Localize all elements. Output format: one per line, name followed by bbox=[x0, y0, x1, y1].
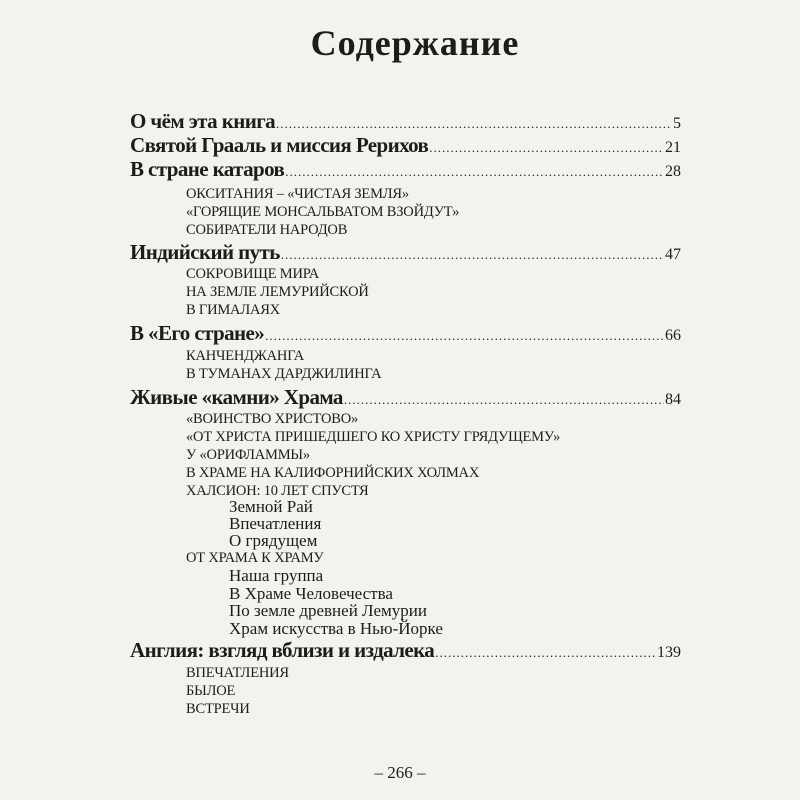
chapter-page: 21 bbox=[665, 139, 681, 156]
toc-subsection: В Храме Человечества bbox=[229, 584, 393, 603]
toc-section: «ВОИНСТВО ХРИСТОВО» bbox=[186, 411, 359, 427]
toc-subsection: О грядущем bbox=[229, 531, 318, 550]
page-number: – 266 – bbox=[374, 763, 426, 782]
toc-chapter bbox=[130, 109, 681, 133]
chapter-title: В стране катаров bbox=[130, 157, 285, 181]
chapter-page: 28 bbox=[665, 163, 681, 180]
toc-chapter bbox=[130, 321, 681, 345]
toc-section: КАНЧЕНДЖАНГА bbox=[186, 348, 305, 364]
toc-subsection: Впечатления bbox=[229, 514, 322, 533]
toc-subsection: Земной Рай bbox=[229, 497, 313, 516]
toc-subsection: Храм искусства в Нью-Йорке bbox=[229, 619, 443, 638]
toc-section: СОКРОВИЩЕ МИРА bbox=[186, 266, 320, 282]
toc-section: «ОТ ХРИСТА ПРИШЕДШЕГО КО ХРИСТУ ГРЯДУЩЕМУ» bbox=[186, 429, 561, 445]
toc-chapter bbox=[130, 157, 681, 181]
toc-section: ВПЕЧАТЛЕНИЯ bbox=[186, 665, 289, 681]
toc-section: ОТ ХРАМА К ХРАМУ bbox=[186, 550, 324, 566]
toc-section: ВСТРЕЧИ bbox=[186, 701, 250, 717]
dot-leader bbox=[281, 243, 664, 267]
toc-section: В ХРАМЕ НА КАЛИФОРНИЙСКИХ ХОЛМАХ bbox=[186, 465, 480, 481]
chapter-page: 139 bbox=[657, 644, 681, 661]
chapter-title: В «Его стране» bbox=[130, 321, 265, 345]
toc-section: СОБИРАТЕЛИ НАРОДОВ bbox=[186, 222, 348, 238]
toc-subsection: По земле древней Лемурии bbox=[229, 601, 427, 620]
dot-leader bbox=[285, 160, 664, 184]
chapter-page: 5 bbox=[673, 115, 681, 132]
toc-section: БЫЛОЕ bbox=[186, 683, 236, 699]
page-title: Содержание bbox=[310, 23, 520, 63]
toc-subsection: Наша группа bbox=[229, 566, 324, 585]
chapter-page: 84 bbox=[665, 391, 681, 408]
toc-chapter bbox=[130, 638, 681, 662]
toc-chapter bbox=[130, 133, 681, 157]
toc-section: У «ОРИФЛАММЫ» bbox=[186, 447, 310, 463]
dot-leader bbox=[265, 324, 664, 348]
chapter-title: Англия: взгляд вблизи и издалека bbox=[130, 638, 435, 662]
chapter-title: Живые «камни» Храма bbox=[130, 385, 343, 409]
toc-chapter bbox=[130, 240, 681, 264]
chapter-title: Индийский путь bbox=[130, 240, 280, 264]
toc-section: ХАЛСИОН: 10 ЛЕТ СПУСТЯ bbox=[186, 483, 369, 499]
dot-leader bbox=[435, 641, 656, 665]
chapter-page: 47 bbox=[665, 246, 681, 263]
toc-section: НА ЗЕМЛЕ ЛЕМУРИЙСКОЙ bbox=[186, 284, 369, 300]
toc-section: В ТУМАНАХ ДАРДЖИЛИНГА bbox=[186, 366, 382, 382]
chapter-title: Святой Грааль и миссия Рерихов bbox=[130, 133, 429, 157]
toc-section: В ГИМАЛАЯХ bbox=[186, 302, 280, 318]
chapter-title: О чём эта книга bbox=[130, 109, 276, 133]
toc-chapter bbox=[130, 385, 681, 409]
chapter-page: 66 bbox=[665, 327, 681, 344]
toc-section: ОКСИТАНИЯ – «ЧИСТАЯ ЗЕМЛЯ» bbox=[186, 186, 409, 202]
toc-section: «ГОРЯЩИЕ МОНСАЛЬВАТОМ ВЗОЙДУТ» bbox=[186, 204, 460, 220]
dot-leader bbox=[344, 388, 664, 412]
